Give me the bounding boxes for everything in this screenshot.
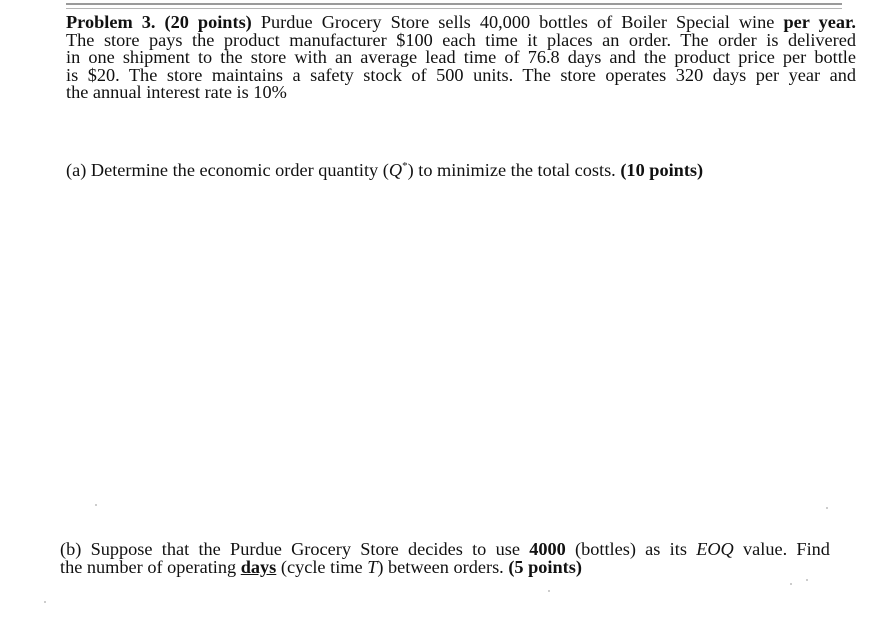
part-b-label: (b) <box>60 539 82 559</box>
top-rule-thin <box>66 8 842 9</box>
scan-speck <box>95 504 97 506</box>
eoq-value: 4000 <box>529 539 566 559</box>
question-part-a <box>66 159 826 180</box>
problem-line-2: The store pays the product manufacturer $100 each time it places an order. The order is delivered <box>66 29 856 50</box>
eoq-symbol: (Q*) <box>382 159 414 180</box>
top-rule <box>66 3 842 5</box>
problem-line-3: in one shipment to the store with an average lead time of 76.8 days and the product price per bottle <box>66 47 856 68</box>
days-underlined: days <box>240 556 277 577</box>
cycle-time-symbol: T <box>367 556 378 577</box>
part-a-line: (a) Determine the economic order quantity (Q*) to minimize the total costs. (10 points) <box>66 159 704 180</box>
problem-statement <box>66 14 856 102</box>
problem-line-4: is $20. The store maintains a safety stock of 500 units. The store operates 320 days per year and <box>66 64 856 85</box>
question-part-b <box>60 541 830 576</box>
part-a-label: (a) <box>66 160 87 180</box>
part-b-line-1: (b) Suppose that the Purdue Grocery Store decides to use 4000 (bottles) as its EOQ value. Find <box>60 539 830 559</box>
scan-speck <box>826 507 828 509</box>
scan-speck <box>44 601 46 603</box>
scan-speck <box>790 583 792 585</box>
eoq-term: EOQ <box>696 539 734 559</box>
problem-line-1: Problem 3. (20 points) Purdue Grocery Store sells 40,000 bottles of Boiler Special wine per year. <box>66 12 856 32</box>
part-b-line-2: the number of operating days (cycle time T) between orders. (5 points) <box>60 556 582 577</box>
problem-heading: Problem 3. (20 points) <box>66 12 252 32</box>
part-a-points: (10 points) <box>620 160 704 180</box>
problem-line-5: the annual interest rate is 10% <box>66 82 287 103</box>
part-b-points: (5 points) <box>508 556 582 577</box>
scan-speck <box>806 579 808 581</box>
per-year-emphasis: per year. <box>783 12 856 32</box>
scan-speck <box>548 590 550 592</box>
